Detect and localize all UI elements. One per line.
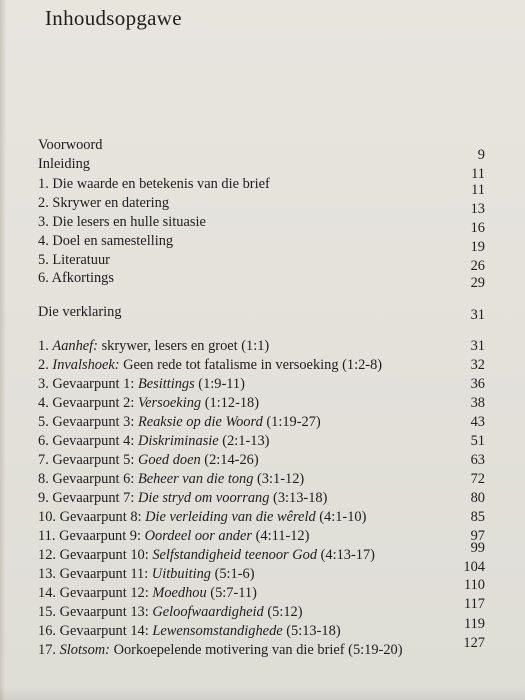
- chapter-prefix: Gevaarpunt 4:: [52, 433, 135, 449]
- toc-entry-page: 19: [470, 239, 485, 255]
- toc-chapter: [38, 488, 485, 508]
- toc-chapter: [38, 596, 485, 622]
- chapter-italic: Reaksie op die Woord: [137, 414, 263, 430]
- toc-entry-page: 29: [470, 275, 485, 291]
- toc-entry-text: 5. Literatuur: [38, 252, 110, 268]
- page-edge: [0, 0, 6, 700]
- chapter-page: 51: [470, 433, 485, 449]
- chapter-number: 8.: [38, 471, 49, 487]
- chapter-rest: (3:1-12): [253, 471, 305, 487]
- chapter-page: 43: [470, 414, 485, 430]
- chapter-rest: (4:11-12): [252, 528, 310, 544]
- chapter-number: 4.: [38, 395, 49, 411]
- toc-chapter: [38, 616, 485, 641]
- chapter-number: 10.: [38, 509, 56, 525]
- page-title: Inhoudsopgawe: [45, 6, 182, 30]
- chapter-italic: Slotsom:: [59, 642, 110, 658]
- chapter-rest: (2:1-13): [218, 433, 270, 449]
- chapter-italic: Uitbuiting: [151, 566, 211, 582]
- chapter-page: 127: [463, 635, 485, 651]
- chapter-rest: (5:7-11): [206, 585, 257, 601]
- chapter-prefix: Gevaarpunt 1:: [52, 376, 135, 392]
- chapter-italic: Moedhou: [152, 585, 207, 601]
- toc-entry-text: 6. Afkortings: [38, 270, 114, 286]
- chapter-prefix: Gevaarpunt 12:: [59, 585, 149, 601]
- chapter-rest: skrywer, lesers en groet (1:1): [97, 338, 270, 354]
- chapter-page: 32: [470, 357, 485, 373]
- chapter-page: 63: [470, 452, 485, 468]
- toc-entry-text: Voorwoord: [38, 137, 103, 153]
- toc-entry-page: 13: [470, 201, 485, 217]
- chapter-number: 16.: [38, 623, 56, 639]
- chapter-number: 17.: [38, 642, 56, 658]
- chapter-number: 6.: [38, 433, 49, 449]
- chapter-number: 9.: [38, 490, 49, 506]
- chapter-number: 13.: [38, 566, 56, 582]
- toc-entry-page: 16: [470, 220, 485, 236]
- toc-entry: [38, 212, 485, 236]
- page-shadow: [0, 686, 525, 700]
- chapter-rest: (4:13-17): [317, 547, 375, 563]
- chapter-prefix: Gevaarpunt 5:: [52, 452, 135, 468]
- toc-entry-page: 9: [477, 147, 485, 163]
- chapter-rest: (5:1-6): [210, 566, 255, 582]
- toc-entry: [38, 250, 485, 274]
- chapter-prefix: Gevaarpunt 9:: [59, 528, 141, 544]
- toc-section-verklaring: [38, 302, 485, 322]
- chapter-number: 3.: [38, 376, 49, 392]
- toc-chapter: [38, 540, 485, 565]
- toc-entry: [38, 231, 485, 255]
- toc-chapter: [38, 526, 485, 546]
- chapter-italic: Besittings: [137, 376, 195, 392]
- chapter-page: 117: [463, 596, 485, 612]
- toc-chapter: [38, 469, 485, 489]
- toc-entry-text: 2. Skrywer en datering: [38, 195, 170, 211]
- chapter-prefix: Gevaarpunt 7:: [52, 490, 135, 506]
- chapter-prefix: Gevaarpunt 2:: [52, 395, 135, 411]
- chapter-page: 72: [470, 471, 485, 487]
- toc-chapter: [38, 374, 485, 394]
- toc-chapter: [38, 450, 485, 470]
- chapter-prefix: Gevaarpunt 6:: [52, 471, 135, 487]
- toc-chapter: [38, 393, 485, 413]
- chapter-page: 99: [470, 540, 485, 556]
- chapter-number: 2.: [38, 357, 49, 373]
- toc-chapter: [38, 355, 485, 375]
- chapter-number: 7.: [38, 452, 49, 468]
- chapter-italic: Invalshoek:: [52, 357, 120, 373]
- chapter-italic: Goed doen: [137, 452, 201, 468]
- chapter-page: 119: [463, 616, 485, 632]
- chapter-prefix: Gevaarpunt 8:: [59, 509, 142, 525]
- chapter-italic: Geloofwaardigheid: [152, 604, 264, 620]
- toc-entry-page: 11: [471, 182, 485, 198]
- chapter-prefix: Gevaarpunt 13:: [59, 604, 149, 620]
- toc-chapter: [38, 577, 485, 603]
- chapter-rest: (1:9-11): [194, 376, 245, 392]
- toc-chapter: [38, 507, 485, 527]
- chapter-rest: Geen rede tot fatalisme in versoeking (1:2-8): [119, 357, 383, 373]
- toc-entry-inleiding: [38, 154, 485, 182]
- chapter-page: 85: [470, 509, 485, 525]
- chapter-number: 5.: [38, 414, 49, 430]
- chapter-page: 36: [470, 376, 485, 392]
- toc-section-text: Die verklaring: [38, 304, 122, 320]
- toc-entry-text: 3. Die lesers en hulle situasie: [38, 214, 206, 230]
- toc-chapter: [38, 412, 485, 432]
- chapter-number: 14.: [38, 585, 56, 601]
- chapter-page: 38: [470, 395, 485, 411]
- toc-chapter: [38, 635, 485, 660]
- chapter-prefix: Gevaarpunt 3:: [52, 414, 135, 430]
- chapter-italic: Die stryd om voorrang: [137, 490, 270, 506]
- chapter-rest: (5:13-18): [282, 623, 341, 639]
- chapter-italic: Oordeel oor ander: [144, 528, 252, 544]
- toc-chapter: [38, 559, 485, 584]
- chapter-italic: Lewensomstandighede: [152, 623, 283, 639]
- chapter-rest: (5:12): [263, 604, 303, 620]
- chapter-prefix: Gevaarpunt 11:: [59, 566, 149, 582]
- chapter-italic: Die verleiding van die wêreld: [145, 509, 316, 525]
- chapter-italic: Selfstandigheid teenoor God: [152, 547, 318, 563]
- chapter-page: 31: [470, 338, 485, 354]
- chapter-number: 1.: [38, 338, 49, 354]
- chapter-rest: (4:1-10): [315, 509, 367, 525]
- chapter-rest: (1:19-27): [262, 414, 321, 430]
- toc-entry-text: 1. Die waarde en betekenis van die brief: [38, 176, 270, 192]
- chapter-italic: Aanhef:: [52, 338, 98, 354]
- chapter-number: 15.: [38, 604, 56, 620]
- chapter-prefix: Gevaarpunt 14:: [59, 623, 149, 639]
- chapter-number: 12.: [38, 547, 56, 563]
- toc-entry-page: 11: [471, 166, 485, 182]
- chapter-italic: Diskriminasie: [137, 433, 219, 449]
- toc-entry-voorwoord: [38, 135, 485, 163]
- toc-entry-text: Inleiding: [38, 156, 90, 172]
- chapter-italic: Beheer van die tong: [137, 471, 254, 487]
- chapter-page: 97: [470, 528, 485, 544]
- chapter-rest: (2:14-26): [200, 452, 259, 468]
- toc-entry: [38, 268, 485, 291]
- chapter-italic: Versoeking: [137, 395, 202, 411]
- toc-chapter: [38, 336, 485, 356]
- toc-chapter: [38, 431, 485, 451]
- chapter-page: 104: [463, 559, 485, 575]
- toc-entry: [38, 174, 485, 198]
- chapter-rest: (3:13-18): [269, 490, 328, 506]
- toc-entry-text: 4. Doel en samestelling: [38, 233, 174, 249]
- chapter-rest: Oorkoepelende motivering van die brief (5:19-20): [109, 642, 403, 658]
- toc-section-page: 31: [470, 307, 485, 323]
- chapter-page: 110: [463, 577, 485, 593]
- toc-entry-page: 26: [470, 258, 485, 274]
- chapter-rest: (1:12-18): [201, 395, 260, 411]
- chapter-page: 80: [470, 490, 485, 506]
- chapter-number: 11.: [38, 528, 56, 544]
- toc-entry: [38, 193, 485, 217]
- chapter-prefix: Gevaarpunt 10:: [59, 547, 149, 563]
